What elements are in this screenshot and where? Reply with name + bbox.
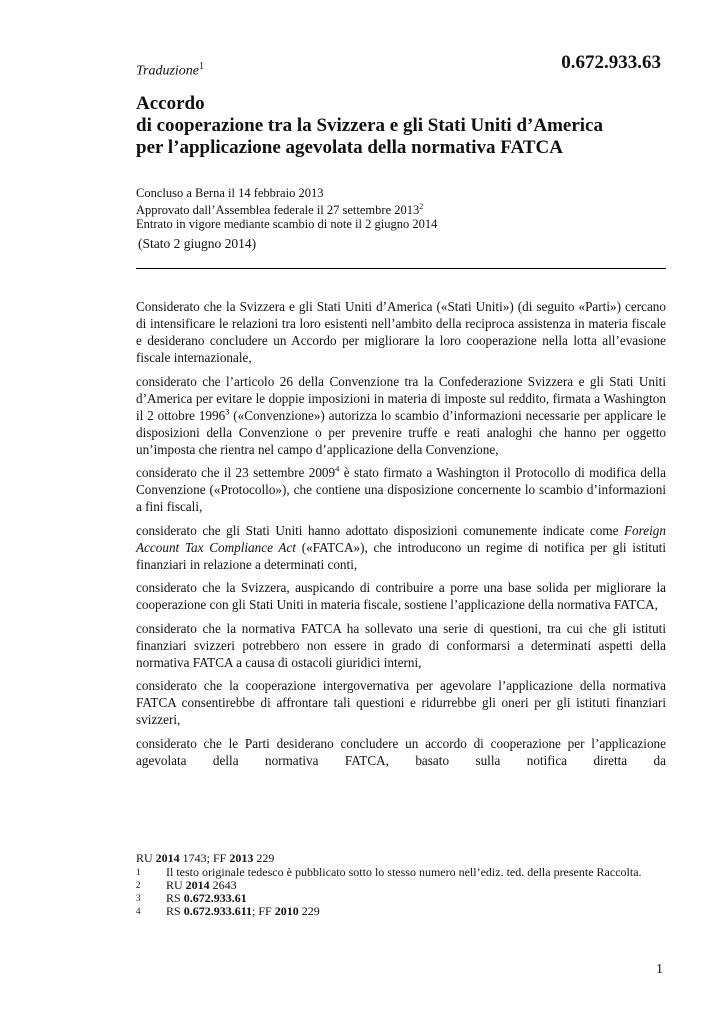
footnote-2: 2 RU 2014 2643 [136, 878, 237, 892]
concluded-date: Concluso a Berna il 14 febbraio 2013 [136, 186, 324, 200]
sr-link[interactable]: 0.672.933.611 [183, 904, 253, 918]
header-divider [136, 268, 666, 269]
footnote-ref-2[interactable]: 2 [419, 202, 424, 211]
preamble-paragraph: considerato che l’articolo 26 della Convenzione tra la Confederazione Svizzera e gli Stati Uniti d’America per evitare le doppie imposizioni in materia di imposte sul reddito, firmata a Washington il 2 ottobre 1996$^3$ («Convenzione») autorizza lo scambio d’informazioni necessarie per applicare le disposizioni della Convenzione o per prevenire truffe e reati analoghi che hanno per oggetto un’imposta che rientra nel campo d’applicazione della Convenzione, [136, 373, 666, 457]
footnote-3: 3 RS 0.672.933.61 [136, 891, 247, 905]
footnote-4: 4 RS 0.672.933.611; FF 2010 229 [136, 904, 320, 918]
footnote-ref-1[interactable]: 1 [199, 61, 205, 72]
entry-into-force-date: Entrato in vigore mediante scambio di note il 2 giugno 2014 [136, 217, 438, 232]
footnote-1: 1 Il testo originale tedesco è pubblicato sotto lo stesso numero nell’ediz. ted. della presente Raccolta. [136, 865, 642, 879]
footnotes [136, 866, 666, 918]
sr-link[interactable]: 0.672.933.61 [183, 891, 247, 905]
status-date: (Stato 2 giugno 2014) [138, 236, 257, 251]
preamble-paragraph: considerato che le Parti desiderano concludere un accordo di cooperazione per l’applicazione agevolata della normativa FATCA, basato sulla notifica diretta da [136, 735, 666, 768]
footnote-ref-3[interactable]: 3 [225, 406, 230, 417]
preamble [136, 298, 666, 775]
document-title: Accordo di cooperazione tra la Svizzera e gli Stati Uniti d’America per l’applicazione agevolata della normativa FATCA [136, 93, 603, 158]
footnote-ref-4[interactable]: 4 [335, 463, 340, 474]
document-dates [136, 186, 437, 231]
sr-number: 0.672.933.63 [561, 52, 661, 73]
preamble-paragraph: considerato che la Svizzera, auspicando di contribuire a porre una base solida per migliorare la cooperazione con gli Stati Uniti in materia fiscale, sostiene l’applicazione della normativa FATCA, [136, 580, 666, 612]
preamble-paragraph: Considerato che la Svizzera e gli Stati Uniti d’America («Stati Uniti») (di seguito «Parti») cercano di intensificare le relazioni tra loro esistenti nell’ambito della reciproca assistenza in materia fiscale e desiderano concludere un Accordo per migliorare la loro cooperazione nella lotta all’evasione fiscale internazionale, [136, 299, 666, 365]
preamble-paragraph: considerato che la cooperazione intergovernativa per agevolare l’applicazione della normativa FATCA consentirebbe di affrontare tali questioni e ridurrebbe gli oneri per gli istituti finanziari svizzeri, [136, 678, 666, 727]
preamble-paragraph: considerato che il 23 settembre 2009$^4$ è stato firmato a Washington il Protocollo di modifica della Convenzione («Protocollo»), che contiene una disposizione concernente lo scambio d’informazioni a fini fiscali, [136, 463, 666, 514]
page-number: 1 [656, 962, 663, 977]
publication-reference: RU 2014 1743; FF 2013 229 [136, 851, 275, 865]
preamble-paragraph: considerato che la normativa FATCA ha sollevato una serie di questioni, tra cui che gli istituti finanziari svizzeri potrebbero non essere in grado di conformarsi a determinati aspetti della normativa FATCA a causa di ostacoli giuridici interni, [136, 620, 666, 670]
preamble-paragraph: considerato che gli Stati Uniti hanno adottato disposizioni comunemente indicate come Foreign Account Tax Compliance Act («FATCA»), che introducono un regime di notifica per gli istituti finanziari in relazione a determinati conti, [136, 522, 666, 572]
approved-date: Approvato dall’Assemblea federale il 27 settembre 2013$^2$ [136, 202, 424, 218]
translation-note: Traduzione$^1$ [136, 61, 205, 79]
